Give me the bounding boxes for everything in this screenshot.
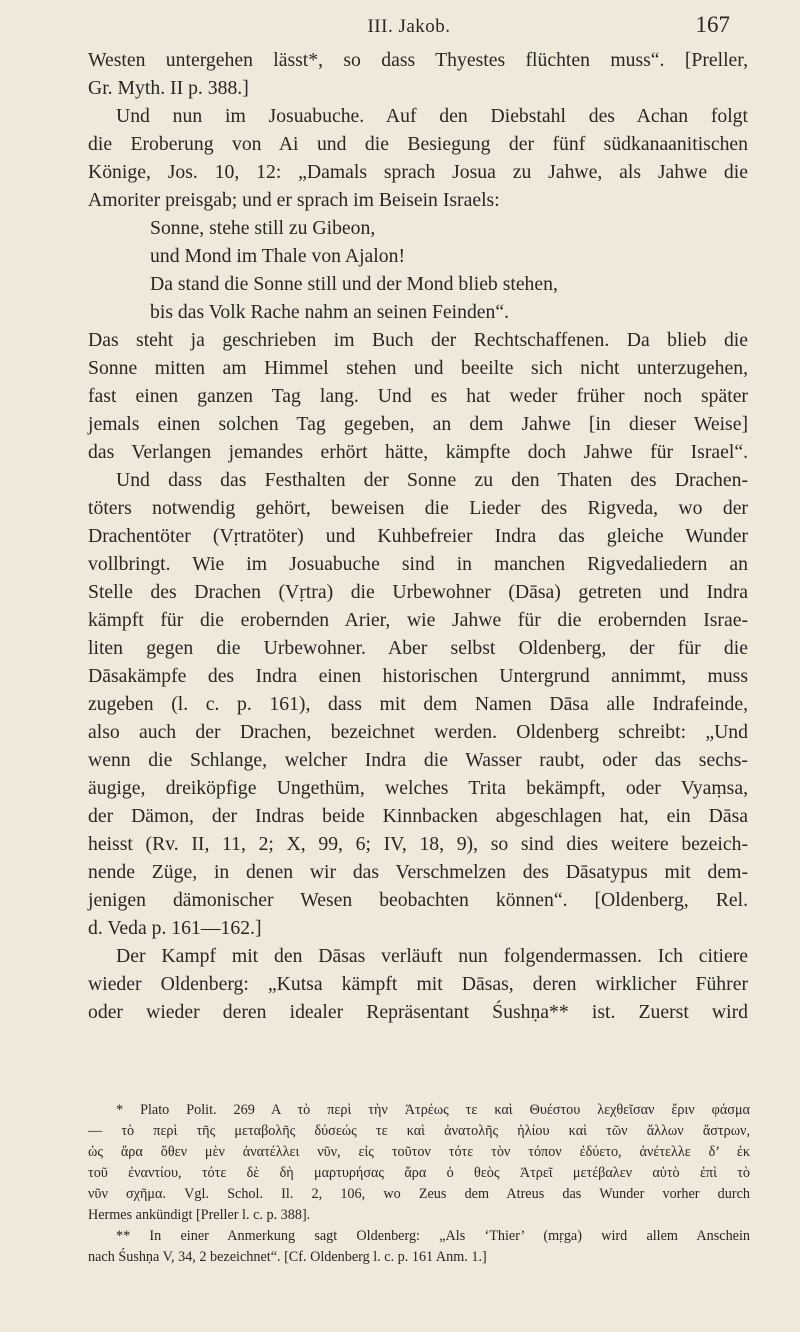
footnote-line: τοῦ ἐναντίου, τότε δὲ δὴ μαρτυρήσας ἄρα ὁ θεὸς Ἀτρεῖ μετέβαλεν αὐτὸ ἐπὶ τὸ [88,1165,750,1181]
text-line: das Verlangen jemandes erhört hätte, kämpfte doch Jahwe für Israel“. [88,441,748,463]
text-line: vollbringt. Wie im Josuabuche sind in manchen Rigvedaliedern an [88,553,748,575]
footnote-start-line: * Plato Polit. 269 A τὸ περὶ τὴν Ἀτρέως τε καὶ Θυέστου λεχθεῖσαν ἔριν φάσμα [116,1102,750,1118]
footnote-line: Hermes ankündigt [Preller l. c. p. 388]. [88,1207,311,1223]
quoted-verse-line: Da stand die Sonne still und der Mond blieb stehen, [150,273,558,295]
text-line: Westen untergehen lässt*, so dass Thyestes flüchten muss“. [Preller, [88,49,748,71]
quoted-verse-line: und Mond im Thale von Ajalon! [150,245,406,267]
text-line: Sonne mitten am Himmel stehen und beeilte sich nicht unterzugehen, [88,357,748,379]
text-line: Gr. Myth. II p. 388.] [88,77,249,99]
text-line: wenn die Schlange, welcher Indra die Wasser raubt, oder das sechs- [88,749,748,771]
text-line: töters notwendig gehört, beweisen die Lieder des Rigveda, wo der [88,497,748,519]
text-line: nende Züge, in denen wir das Verschmelzen des Dāsatypus mit dem- [88,861,748,883]
text-line: Dāsakämpfe des Indra einen historischen Untergrund annimmt, muss [88,665,748,687]
text-line: jenigen dämonischer Wesen beobachten können“. [Oldenberg, Rel. [88,889,748,911]
footnote-line: νῦν σχῆμα. Vgl. Schol. Il. 2, 106, wo Zeus dem Atreus das Wunder vorher durch [88,1186,750,1202]
text-line: fast einen ganzen Tag lang. Und es hat weder früher noch später [88,385,748,407]
text-line: wieder Oldenberg: „Kutsa kämpft mit Dāsas, deren wirklicher Führer [88,973,748,995]
text-line: Das steht ja geschrieben im Buch der Rechtschaffenen. Da blieb die [88,329,748,351]
quoted-verse-line: Sonne, stehe still zu Gibeon, [150,217,376,239]
text-line: also auch der Drachen, bezeichnet werden. Oldenberg schreibt: „Und [88,721,748,743]
text-line: zugeben (l. c. p. 161), dass mit dem Namen Dāsa alle Indrafeinde, [88,693,748,715]
footnotes [88,1100,750,1268]
paragraph-start-line: Und dass das Festhalten der Sonne zu den Thaten des Drachen- [116,469,748,491]
page-number: 167 [695,12,730,37]
text-line: Drachentöter (Vṛtratöter) und Kuhbefreier Indra das gleiche Wunder [88,525,748,547]
text-line: jemals einen solchen Tag gegeben, an dem Jahwe [in dieser Weise] [88,413,748,435]
paragraph-start-line: Der Kampf mit den Dāsas verläuft nun folgendermassen. Ich citiere [116,945,748,967]
text-line: Stelle des Drachen (Vṛtra) die Urbewohner (Dāsa) getreten und Indra [88,581,748,603]
footnote-line: ὡς ἄρα ὅθεν μὲν ἀνατέλλει νῦν, εἰς τοῦτον τότε τὸν τόπον ἐδύετο, ἀνέτελλε δ’ ἐκ [88,1144,750,1160]
text-line: Könige, Jos. 10, 12: „Damals sprach Josua zu Jahwe, als Jahwe die [88,161,748,183]
text-line: Amoriter preisgab; und er sprach im Beisein Israels: [88,189,500,211]
footnote-start-line: ** In einer Anmerkung sagt Oldenberg: „Als ‘Thier’ (mṛga) wird allem Anschein [116,1228,750,1244]
footnote-line: nach Śushṇa V, 34, 2 bezeichnet“. [Cf. Oldenberg l. c. p. 161 Anm. 1.] [88,1249,487,1265]
quoted-verse-line: bis das Volk Rache nahm an seinen Feinden“. [150,301,510,323]
text-line: der Dämon, der Indras beide Kinnbacken abgeschlagen hat, ein Dāsa [88,805,748,827]
footnote-line: — τὸ περὶ τῆς μεταβολῆς δύσεώς τε καὶ ἀνατολῆς ἡλίου καὶ τῶν ἄλλων ἄστρων, [88,1123,750,1139]
text-line: kämpft für die erobernden Arier, wie Jahwe für die erobernden Israe- [88,609,748,631]
body-text [88,46,748,1026]
running-head: III. Jakob. [367,16,451,37]
text-line: liten gegen die Urbewohner. Aber selbst Oldenberg, der für die [88,637,748,659]
paragraph-start-line: Und nun im Josuabuche. Auf den Diebstahl des Achan folgt [116,105,748,127]
page-header [88,10,730,44]
text-line: äugige, dreiköpfige Ungethüm, welches Trita bekämpft, oder Vyaṃsa, [88,777,748,799]
text-line: oder wieder deren idealer Repräsentant Śushṇa** ist. Zuerst wird [88,1001,748,1023]
text-line: die Eroberung von Ai und die Besiegung der fünf südkanaanitischen [88,133,748,155]
text-line: d. Veda p. 161—162.] [88,917,262,939]
text-line: heisst (Rv. II, 11, 2; X, 99, 6; IV, 18, 9), so sind dies weitere bezeich- [88,833,748,855]
